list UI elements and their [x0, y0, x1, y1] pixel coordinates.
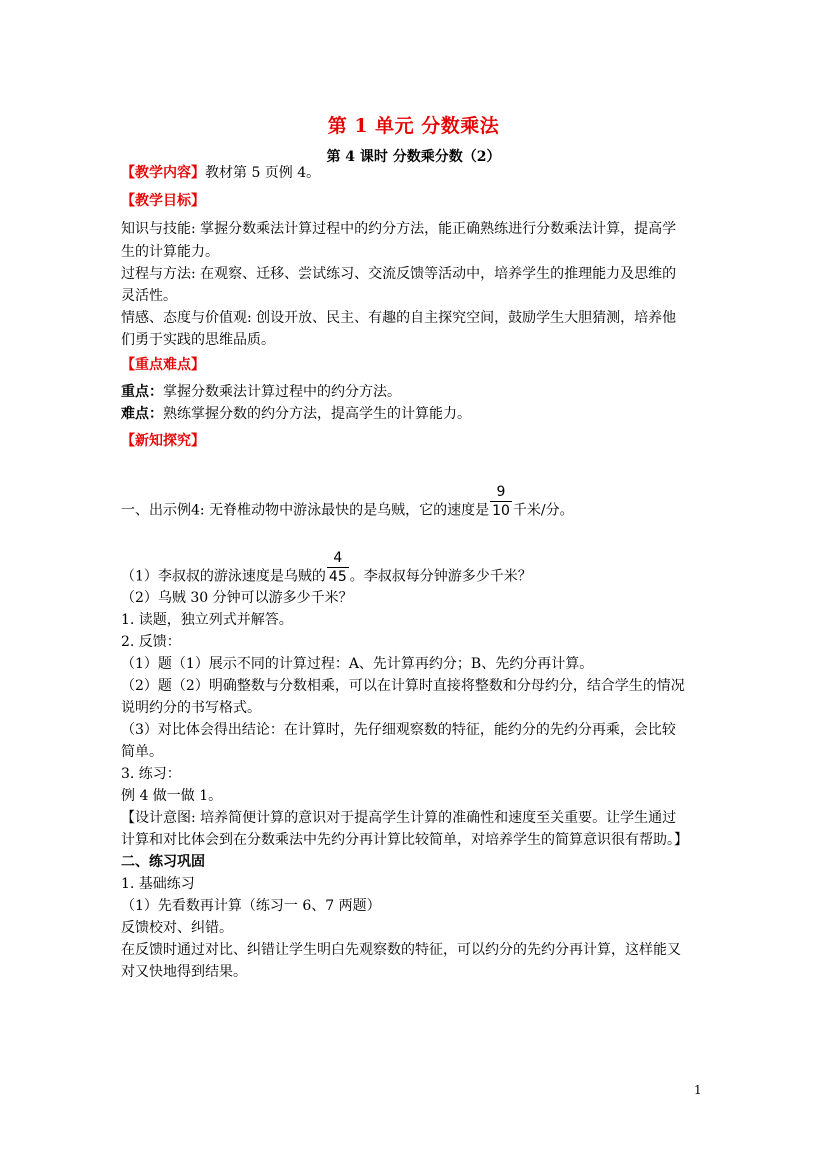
practice-item-1-line: （1）先看数再计算（练习一 6、7 两题） — [121, 898, 381, 914]
example-4-text: 一、出示例4: 无脊椎动物中游泳最快的是乌贼，它的速度是 — [121, 502, 490, 519]
feedback-3-line-2: 简单。 — [121, 744, 163, 760]
goals-line-5: 情感、态度与价值观: 创设开放、民主、有趣的自主探究空间，鼓励学生大胆猜测，培养他 — [121, 310, 677, 326]
practice-note-line-1: 在反馈时通过对比、纠错让学生明白先观察数的特征，可以约分的先约分再计算，这样能又 — [121, 942, 681, 958]
speed-fraction — [490, 483, 512, 520]
feedback-2-line-2: 说明约分的书写格式。 — [121, 700, 261, 716]
key-point-label: 重点： — [121, 384, 163, 400]
goals-line-1: 知识与技能: 掌握分数乘法计算过程中的约分方法，能正确熟练进行分数乘法计算，提高学 — [121, 221, 677, 237]
key-point-line — [121, 382, 401, 402]
lesson-subtitle: 第 4 课时 分数乘分数（2） — [326, 149, 501, 165]
fraction-numerator: 4 — [333, 550, 343, 566]
unit-title: 第 1 单元 分数乘法 — [327, 115, 500, 137]
key-point-text: 掌握分数乘法计算过程中的约分方法。 — [163, 384, 401, 400]
page-number: 1 — [694, 1083, 702, 1097]
feedback-2-line-1: （2）题（2）明确整数与分数相乘，可以在计算时直接将整数和分母约分，结合学生的情况 — [121, 678, 685, 694]
teaching-content-text: 教材第 5 页例 4。 — [205, 165, 321, 181]
step-3-line: 3. 练习： — [121, 766, 181, 782]
practice-note-line-2: 对又快地得到结果。 — [121, 964, 247, 980]
question-1-tail: 。李叔叔每分钟游多少千米？ — [349, 568, 532, 585]
goals-line-3: 过程与方法: 在观察、迁移、尝试练习、交流反馈等活动中，培养学生的推理能力及思维的 — [121, 266, 677, 282]
goals-line-6: 们勇于实践的思维品质。 — [121, 332, 275, 348]
feedback-3-line-1: （3）对比体会得出结论：在计算时，先仔细观察数的特征，能约分的先约分再乘，会比较 — [121, 722, 676, 738]
goals-line-4: 灵活性。 — [121, 288, 177, 304]
example-4-line — [121, 484, 574, 529]
fraction-numerator: 9 — [496, 484, 506, 500]
teaching-goals-label: 【教学目标】 — [121, 193, 205, 209]
design-intent-line-2: 计算和对比体会到在分数乘法中先约分再计算比较简单，对培养学生的简算意识很有帮助。】 — [121, 832, 688, 848]
step-2-line: 2. 反馈： — [121, 634, 181, 650]
goals-line-2: 生的计算能力。 — [121, 244, 219, 260]
ratio-fraction — [327, 549, 349, 586]
practice-heading: 二、练习巩固 — [121, 854, 205, 870]
new-knowledge-label: 【新知探究】 — [121, 433, 205, 449]
difficulty-line — [121, 404, 471, 424]
teaching-content-label: 【教学内容】 — [121, 165, 205, 181]
basic-practice-line: 1. 基础练习 — [121, 876, 195, 892]
step-1-line: 1. 读题，独立列式并解答。 — [121, 612, 293, 628]
key-points-label: 【重点难点】 — [121, 357, 205, 373]
example-4-unit: 千米/分。 — [512, 502, 574, 519]
question-1-text: （1）李叔叔的游泳速度是乌贼的 — [121, 568, 326, 585]
feedback-1-line: （1）题（1）展示不同的计算过程：A、先计算再约分；B、先约分再计算。 — [121, 656, 594, 672]
difficulty-label: 难点： — [121, 406, 163, 422]
practice-feedback-line: 反馈校对、纠错。 — [121, 920, 233, 936]
teaching-content-line — [121, 163, 320, 183]
difficulty-text: 熟练掌握分数的约分方法，提高学生的计算能力。 — [163, 406, 471, 422]
fraction-denominator: 10 — [492, 503, 510, 519]
question-2-line: （2）乌贼 30 分钟可以游多少千米？ — [121, 590, 353, 606]
design-intent-line-1: 【设计意图: 培养简便计算的意识对于提高学生计算的准确性和速度至关重要。让学生通过 — [121, 810, 677, 826]
exercise-line: 例 4 做一做 1。 — [121, 788, 223, 804]
fraction-denominator: 45 — [328, 569, 347, 585]
